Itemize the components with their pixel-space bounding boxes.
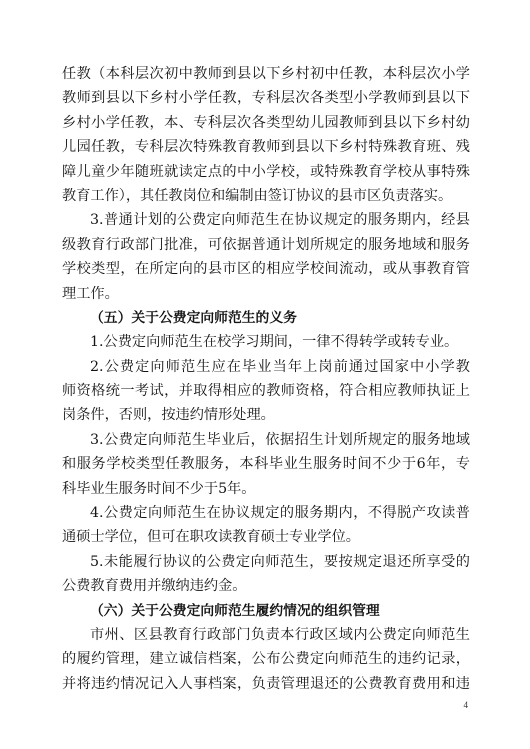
text-line: 2.公费定向师范生应在毕业当年上岗前通过国家中小学教	[90, 358, 470, 375]
section-heading: （六）关于公费定向师范生履约情况的组织管理	[90, 602, 380, 619]
text-line: 公费教育费用并缴纳违约金。	[62, 578, 247, 595]
text-line: 级教育行政部门批准，可依据普通计划所规定的服务地域和服务	[62, 236, 470, 253]
text-line: 3.公费定向师范生毕业后，依据招生计划所规定的服务地域	[90, 431, 470, 448]
text-line: 的履约管理，建立诚信档案，公布公费定向师范生的违约记录，	[62, 651, 470, 668]
text-line: 5.未能履行协议的公费定向师范生，要按规定退还所享受的	[90, 553, 470, 570]
text-line: 科毕业生服务时间不少于5年。	[62, 480, 256, 497]
text-line: 岗条件，否则，按违约情形处理。	[62, 407, 275, 424]
text-line: 任教（本科层次初中教师到县以下乡村初中任教，本科层次小学	[62, 66, 470, 82]
page-number: 4	[463, 700, 468, 710]
text-line: 学校类型，在所定向的县市区的相应学校间流动，或从事教育管	[62, 261, 470, 278]
text-line: 和服务学校类型任教服务，本科毕业生服务时间不少于6年，专	[62, 456, 470, 473]
text-line: 3.普通计划的公费定向师范生在协议规定的服务期内，经县	[90, 212, 470, 229]
text-line: 通硕士学位，但可在职攻读教育硕士专业学位。	[62, 529, 360, 546]
text-line: 乡村小学任教，本、专科层次各类型幼儿园教师到县以下乡村幼	[62, 114, 470, 131]
text-line: 师资格统一考试，并取得相应的教师资格，符合相应教师执证上	[62, 383, 470, 400]
text-line: 1.公费定向师范生在校学习期间，一律不得转学或转专业。	[90, 334, 459, 351]
text-line: 4.公费定向师范生在协议规定的服务期内，不得脱产攻读普	[90, 505, 470, 522]
text-line: 儿园任教，专科层次特殊教育教师到县以下乡村特殊教育班、残	[62, 139, 470, 156]
text-line: 教师到县以下乡村小学任教，专科层次各类型小学教师到县以下	[62, 90, 470, 107]
text-line: 市州、区县教育行政部门负责本行政区域内公费定向师范生	[90, 626, 470, 643]
section-heading: （五）关于公费定向师范生的义务	[90, 309, 297, 326]
text-line: 教育工作），其任教岗位和编制由签订协议的县市区负责落实。	[62, 187, 453, 204]
document-body	[62, 62, 470, 696]
text-line: 理工作。	[62, 285, 119, 302]
text-line: 并将违约情况记入人事档案，负责管理退还的公费教育费用和违	[62, 675, 470, 692]
text-line: 障儿童少年随班就读定点的中小学校，或特殊教育学校从事特殊	[62, 163, 470, 180]
